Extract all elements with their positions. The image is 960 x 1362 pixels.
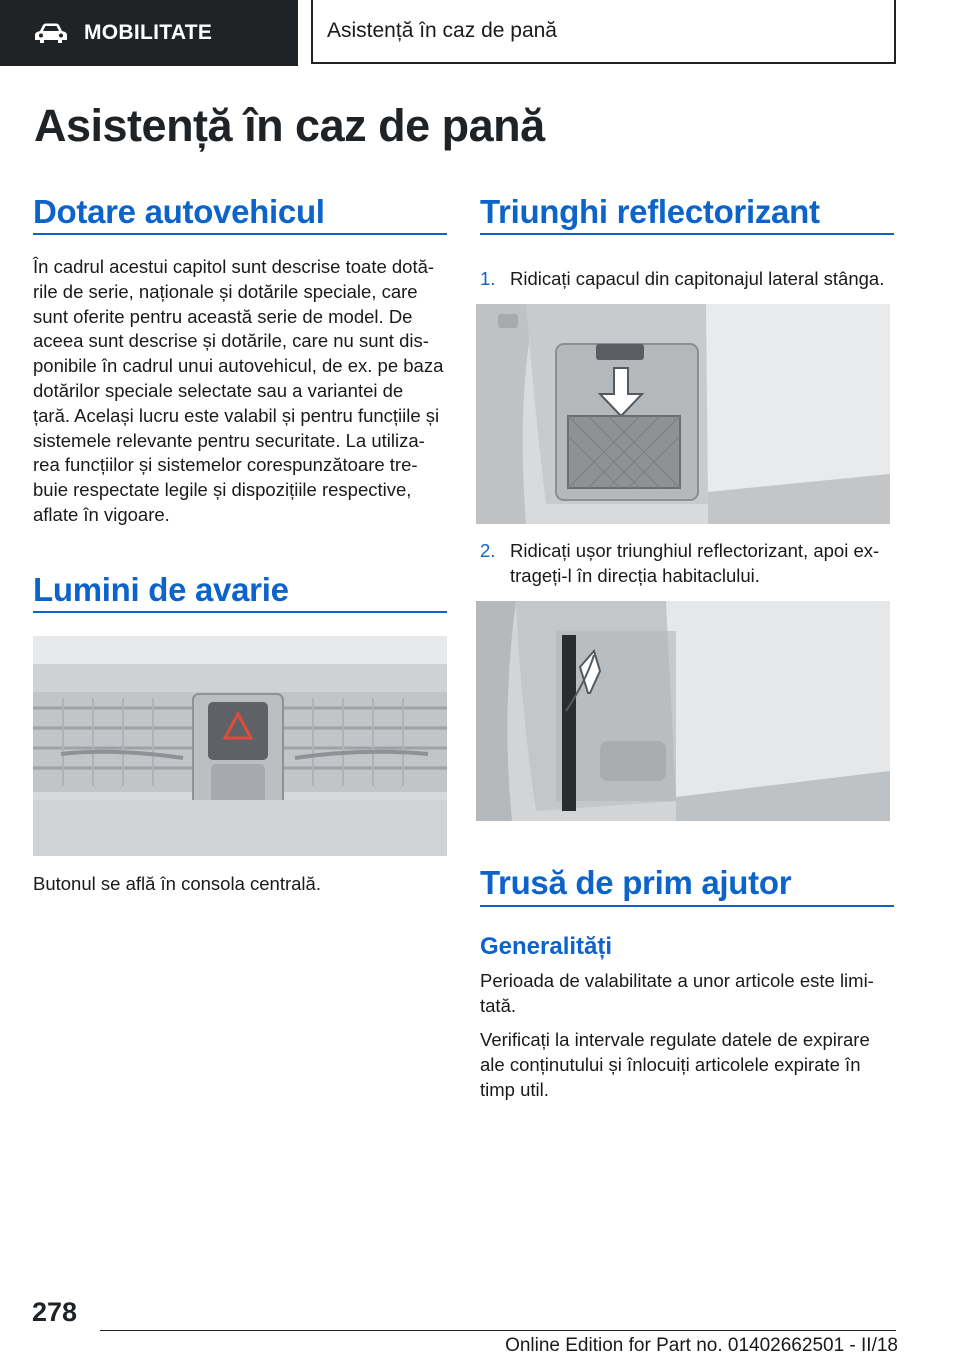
step-text xyxy=(480,538,900,588)
heading-rule xyxy=(33,233,447,235)
step-number: 1. xyxy=(480,268,496,289)
text-line: aflate în vigoare. xyxy=(33,503,170,525)
text-line: ale conținutului și înlocuiți articolele expirate în xyxy=(480,1053,861,1075)
hazard-button-image xyxy=(33,636,447,856)
text-line: aceea sunt descrise și dotările, care nu sunt dis‐ xyxy=(33,330,429,352)
car-icon xyxy=(34,22,68,44)
text-line: buie respectate legile și dispozițiile respective, xyxy=(33,479,412,501)
text-line: timp util. xyxy=(480,1078,549,1100)
text-line: rile de serie, naționale și dotările speciale, care xyxy=(33,280,418,302)
chapter-label: Asistență în caz de pană xyxy=(327,19,557,42)
step-number: 2. xyxy=(480,540,496,561)
heading-lumini: Lumini de avarie xyxy=(33,571,289,608)
step-1 xyxy=(480,266,900,291)
subheading-generalitati: Generalități xyxy=(480,933,613,960)
step-text: Ridicați capacul din capitonajul lateral stânga. xyxy=(510,268,885,289)
chapter-tab[interactable] xyxy=(311,0,896,64)
heading-triunghi: Triunghi reflectorizant xyxy=(480,193,820,230)
heading-rule xyxy=(480,905,894,907)
section-label: MOBILITATE xyxy=(84,21,213,44)
page-title: Asistență în caz de pană xyxy=(34,100,545,151)
hazard-caption: Butonul se află în consola centrală. xyxy=(33,873,321,894)
page-header xyxy=(0,0,960,66)
equipment-paragraph xyxy=(33,255,451,528)
section-tab[interactable] xyxy=(0,0,298,66)
check-paragraph xyxy=(480,1028,900,1102)
text-line: În cadrul acestui capitol sunt descrise toate dotă‐ xyxy=(33,256,435,277)
text-line: ponibile în cadrul unui autovehicul, de ex. pe baza xyxy=(33,355,444,377)
text-line: Verificați la intervale regulate datele de expirare xyxy=(480,1029,870,1050)
text-line: Perioada de valabilitate a unor articole este limi‐ xyxy=(480,970,874,991)
edition-text: Online Edition for Part no. 01402662501 - II/18 xyxy=(505,1335,898,1356)
page-number: 278 xyxy=(32,1297,78,1327)
text-line: dotărilor speciale selectate sau a variantei de xyxy=(33,379,404,401)
text-line: tată. xyxy=(480,994,516,1016)
triangle-removal-image xyxy=(476,601,890,821)
trunk-cover-image xyxy=(476,304,890,524)
footer-rule xyxy=(100,1330,896,1331)
step-2 xyxy=(480,538,900,588)
heading-rule xyxy=(33,611,447,613)
text-line: sistemele relevante pentru securitate. La utiliza‐ xyxy=(33,429,425,451)
text-line: rea funcțiilor și sistemelor corespunzătoare tre‐ xyxy=(33,454,418,476)
heading-dotare: Dotare autovehicul xyxy=(33,193,325,230)
heading-rule xyxy=(480,233,894,235)
heading-trusa: Trusă de prim ajutor xyxy=(480,864,792,901)
text-line: sunt oferite pentru această serie de model. De xyxy=(33,305,413,327)
validity-paragraph xyxy=(480,969,900,1019)
text-line: trageți-l în direcția habitaclului. xyxy=(510,565,760,586)
text-line: țară. Același lucru este valabil și pentru funcțiile și xyxy=(33,404,440,426)
text-line: Ridicați ușor triunghiul reflectorizant, apoi ex‐ xyxy=(510,540,880,561)
